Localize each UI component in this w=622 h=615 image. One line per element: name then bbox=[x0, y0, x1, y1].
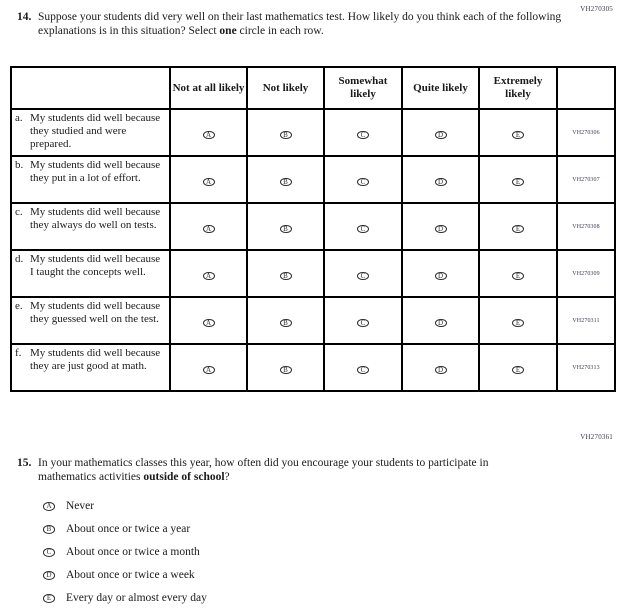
bubble-letter: B bbox=[283, 130, 288, 139]
bubble-letter: B bbox=[283, 365, 288, 374]
bubble-letter: D bbox=[437, 177, 444, 186]
table-corner-cell bbox=[11, 67, 170, 109]
answer-bubble-e-not-at-all-likely[interactable] bbox=[203, 319, 215, 328]
option-every-day-label: Every day or almost every day bbox=[66, 592, 207, 604]
answer-bubble-d-quite-likely[interactable] bbox=[435, 272, 447, 281]
answer-bubble-a-somewhat-likely[interactable] bbox=[357, 131, 369, 140]
option-never[interactable] bbox=[43, 500, 207, 513]
answer-bubble-e-quite-likely[interactable] bbox=[435, 319, 447, 328]
option-once-twice-year[interactable] bbox=[43, 523, 207, 536]
bubble-letter: A bbox=[46, 502, 52, 510]
answer-bubble-b-extremely-likely[interactable] bbox=[512, 178, 524, 187]
answer-bubble-d-somewhat-likely[interactable] bbox=[357, 272, 369, 281]
column-header-not-at-all-likely: Not at all likely bbox=[170, 67, 247, 109]
question-14-number: 14. bbox=[17, 11, 32, 23]
bubble-letter: D bbox=[437, 365, 444, 374]
statement-d bbox=[11, 250, 170, 297]
statement-f-letter: f. bbox=[15, 347, 22, 359]
statement-b bbox=[11, 156, 170, 203]
option-once-twice-week-label: About once or twice a week bbox=[66, 569, 195, 581]
bubble-letter: E bbox=[515, 177, 521, 186]
table-row-a bbox=[11, 109, 615, 156]
bubble-letter: B bbox=[46, 525, 52, 533]
bubble-letter: B bbox=[283, 318, 288, 327]
table-header-row bbox=[11, 67, 615, 109]
statement-e-letter: e. bbox=[15, 300, 23, 312]
row-c-code: VH270308 bbox=[557, 203, 615, 250]
bubble-letter: C bbox=[360, 271, 366, 280]
answer-bubble-b-not-at-all-likely[interactable] bbox=[203, 178, 215, 187]
bubble-letter: C bbox=[360, 318, 366, 327]
bubble-letter: B bbox=[283, 271, 288, 280]
statement-e bbox=[11, 297, 170, 344]
bubble-letter: C bbox=[360, 130, 366, 139]
bubble-letter: C bbox=[360, 224, 366, 233]
answer-bubble-f-quite-likely[interactable] bbox=[435, 366, 447, 375]
answer-bubble-once-twice-year[interactable] bbox=[43, 525, 55, 534]
question-15-text bbox=[38, 456, 538, 484]
answer-bubble-never[interactable] bbox=[43, 502, 55, 511]
table-row-e bbox=[11, 297, 615, 344]
answer-bubble-c-extremely-likely[interactable] bbox=[512, 225, 524, 234]
statement-c bbox=[11, 203, 170, 250]
answer-bubble-d-not-likely[interactable] bbox=[280, 272, 292, 281]
table-row-d bbox=[11, 250, 615, 297]
answer-bubble-a-extremely-likely[interactable] bbox=[512, 131, 524, 140]
statement-f bbox=[11, 344, 170, 391]
column-header-somewhat-likely: Somewhat likely bbox=[324, 67, 402, 109]
answer-bubble-c-not-at-all-likely[interactable] bbox=[203, 225, 215, 234]
column-header-extremely-likely: Extremely likely bbox=[479, 67, 557, 109]
answer-bubble-once-twice-week[interactable] bbox=[43, 571, 55, 580]
column-header-quite-likely: Quite likely bbox=[402, 67, 479, 109]
answer-bubble-d-not-at-all-likely[interactable] bbox=[203, 272, 215, 281]
row-b-code: VH270307 bbox=[557, 156, 615, 203]
question-15 bbox=[17, 456, 562, 484]
statement-e-text: My students did well because they guessed well on the test. bbox=[30, 300, 161, 326]
table-row-f bbox=[11, 344, 615, 391]
question-15-accession-code: VH270361 bbox=[580, 433, 613, 441]
answer-bubble-e-extremely-likely[interactable] bbox=[512, 319, 524, 328]
statement-a-text: My students did well because they studied and were prepared. bbox=[30, 112, 161, 151]
question-15-text-tail: ? bbox=[224, 471, 230, 483]
statement-c-text: My students did well because they always do well on tests. bbox=[30, 206, 161, 232]
option-once-twice-year-label: About once or twice a year bbox=[66, 523, 191, 535]
statement-a bbox=[11, 109, 170, 156]
bubble-letter: A bbox=[205, 365, 212, 374]
answer-bubble-f-not-at-all-likely[interactable] bbox=[203, 366, 215, 375]
bubble-letter: E bbox=[515, 224, 521, 233]
option-every-day[interactable] bbox=[43, 592, 207, 605]
answer-bubble-d-extremely-likely[interactable] bbox=[512, 272, 524, 281]
question-15-options bbox=[43, 500, 207, 615]
answer-bubble-f-extremely-likely[interactable] bbox=[512, 366, 524, 375]
answer-bubble-b-not-likely[interactable] bbox=[280, 178, 292, 187]
bubble-letter: E bbox=[515, 130, 521, 139]
table-row-b bbox=[11, 156, 615, 203]
answer-bubble-e-not-likely[interactable] bbox=[280, 319, 292, 328]
answer-bubble-c-not-likely[interactable] bbox=[280, 225, 292, 234]
bubble-letter: D bbox=[437, 130, 444, 139]
bubble-letter: E bbox=[515, 271, 521, 280]
bubble-letter: B bbox=[283, 177, 288, 186]
answer-bubble-a-quite-likely[interactable] bbox=[435, 131, 447, 140]
answer-bubble-b-quite-likely[interactable] bbox=[435, 178, 447, 187]
answer-bubble-a-not-likely[interactable] bbox=[280, 131, 292, 140]
answer-bubble-once-twice-month[interactable] bbox=[43, 548, 55, 557]
bubble-letter: D bbox=[437, 224, 444, 233]
question-14-text bbox=[38, 10, 562, 38]
bubble-letter: D bbox=[437, 318, 444, 327]
bubble-letter: A bbox=[205, 318, 212, 327]
question-15-text-lead: In your mathematics classes this year, how often did you encourage your students to participate in mathematics activities bbox=[38, 457, 489, 483]
question-14-text-emphasis: one bbox=[219, 25, 237, 37]
bubble-letter: A bbox=[205, 177, 212, 186]
statement-b-text: My students did well because they put in a lot of effort. bbox=[30, 159, 161, 185]
answer-bubble-e-somewhat-likely[interactable] bbox=[357, 319, 369, 328]
option-never-label: Never bbox=[66, 500, 95, 512]
answer-bubble-c-quite-likely[interactable] bbox=[435, 225, 447, 234]
question-15-number: 15. bbox=[17, 457, 32, 469]
bubble-letter: B bbox=[283, 224, 288, 233]
table-row-c bbox=[11, 203, 615, 250]
question-14-accession-code: VH270305 bbox=[580, 5, 613, 13]
option-once-twice-month-label: About once or twice a month bbox=[66, 546, 200, 558]
statement-f-text: My students did well because they are just good at math. bbox=[30, 347, 161, 373]
statement-a-letter: a. bbox=[15, 112, 23, 124]
bubble-letter: E bbox=[515, 318, 521, 327]
statement-b-letter: b. bbox=[15, 159, 24, 171]
bubble-letter: A bbox=[205, 271, 212, 280]
question-14-text-tail: circle in each row. bbox=[236, 25, 324, 37]
code-column-header bbox=[557, 67, 615, 109]
bubble-letter: E bbox=[515, 365, 521, 374]
likelihood-rating-table bbox=[10, 66, 616, 392]
row-d-code: VH270309 bbox=[557, 250, 615, 297]
row-a-code: VH270306 bbox=[557, 109, 615, 156]
bubble-letter: D bbox=[46, 571, 52, 579]
bubble-letter: D bbox=[437, 271, 444, 280]
bubble-letter: E bbox=[46, 594, 52, 602]
question-14-text-lead: Suppose your students did very well on their last mathematics test. How likely do you think each of the following explanations is in this situation? Select bbox=[38, 11, 562, 37]
bubble-letter: C bbox=[46, 548, 52, 556]
statement-c-letter: c. bbox=[15, 206, 23, 218]
bubble-letter: C bbox=[360, 365, 366, 374]
answer-bubble-f-somewhat-likely[interactable] bbox=[357, 366, 369, 375]
answer-bubble-f-not-likely[interactable] bbox=[280, 366, 292, 375]
statement-d-text: My students did well because I taught the concepts well. bbox=[30, 253, 161, 279]
bubble-letter: C bbox=[360, 177, 366, 186]
row-e-code: VH270311 bbox=[557, 297, 615, 344]
bubble-letter: A bbox=[205, 130, 212, 139]
row-f-code: VH270313 bbox=[557, 344, 615, 391]
statement-d-letter: d. bbox=[15, 253, 24, 265]
answer-bubble-b-somewhat-likely[interactable] bbox=[357, 178, 369, 187]
answer-bubble-c-somewhat-likely[interactable] bbox=[357, 225, 369, 234]
column-header-not-likely: Not likely bbox=[247, 67, 324, 109]
option-once-twice-week[interactable] bbox=[43, 569, 207, 582]
bubble-letter: A bbox=[205, 224, 212, 233]
option-once-twice-month[interactable] bbox=[43, 546, 207, 559]
question-15-text-emphasis: outside of school bbox=[143, 471, 225, 483]
answer-bubble-every-day[interactable] bbox=[43, 594, 55, 603]
answer-bubble-a-not-at-all-likely[interactable] bbox=[203, 131, 215, 140]
question-14 bbox=[17, 10, 577, 38]
